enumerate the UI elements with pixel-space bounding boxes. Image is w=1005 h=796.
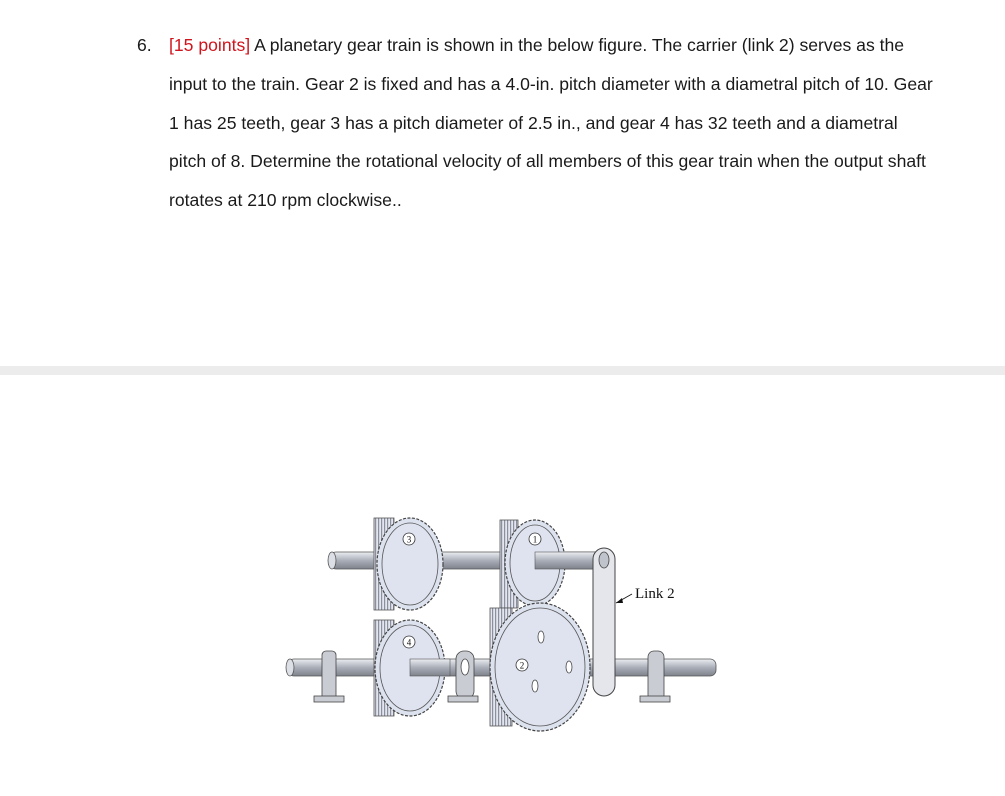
problem-number: 6. <box>137 35 152 55</box>
gear-3-label: 3 <box>406 534 412 545</box>
upper-shaft-end <box>328 552 336 569</box>
gear-1 <box>500 520 605 608</box>
planetary-gear-figure <box>282 508 732 748</box>
problem-statement <box>137 26 937 220</box>
gear-4 <box>374 620 450 716</box>
link-2-arrowhead <box>616 598 623 603</box>
problem-text: A planetary gear train is shown in the below figure. The carrier (link 2) serves as the input to the train. Gear 2 is fixed and has a 4.0-in. pitch diameter with a diametral pitch of 10. Gear 1 has 25 teeth, gear 3 has a pitch diameter of 2.5 in., and gear 4 has 32 teeth and a diametral pitch of 8. Determine the rotational velocity of all members of this gear train when the output shaft rotates at 210 rpm clockwise.. <box>169 35 933 211</box>
gear-1-label: 1 <box>532 534 538 545</box>
link-2-carrier <box>593 548 615 696</box>
gear-4-label: 4 <box>406 637 412 648</box>
gear-2 <box>490 603 590 731</box>
gear-3 <box>374 518 443 610</box>
points-label: [15 points] <box>169 35 251 55</box>
gear-2-label: 2 <box>519 660 525 671</box>
section-divider <box>0 366 1005 375</box>
lower-shaft-end <box>286 659 294 676</box>
problem-text-block <box>169 26 937 220</box>
link-2-label: Link 2 <box>635 586 675 602</box>
